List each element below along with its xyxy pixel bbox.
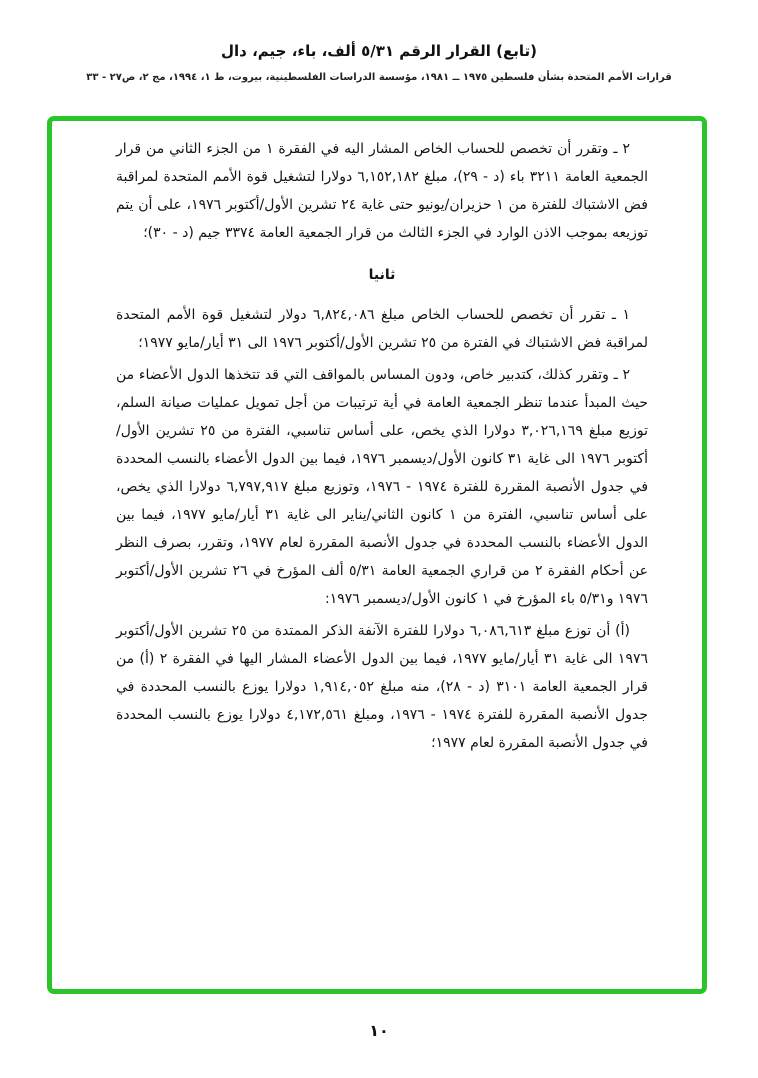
document-title: (تابع) القرار الرقم ٥/٣١ ألف، باء، جيم، دال <box>221 42 537 60</box>
paragraph-part2-item2a: (أ) أن توزع مبلغ ٦,٠٨٦,٦١٣ دولارا للفترة الآنفة الذكر الممتدة من ٢٥ تشرين الأول/أكتوبر ١٩٧٦ الى غاية ٣١ أيار/مايو ١٩٧٧، فيما بين الدول الأعضاء المشار اليها في الفقرة ٢ (أ) من قرار الجمعية العامة ٣١٠١ (د - ٢٨)، منه مبلغ ١,٩١٤,٠٥٢ دولارا يوزع بالنسب المحددة في جدول الأنصبة المقررة للفترة ١٩٧٤ - ١٩٧٦، ومبلغ ٤,١٧٢,٥٦١ دولارا يوزع بالنسب المحددة في جدول الأنصبة المقررة لعام ١٩٧٧؛ <box>116 623 648 751</box>
paragraph-part2-item1: ١ ـ تقرر أن تخصص للحساب الخاص مبلغ ٦,٨٢٤,٠٨٦ دولار لتشغيل قوة الأمم المتحدة لمراقبة فض الاشتباك في الفترة من ٢٥ تشرين الأول/أكتوبر ١٩٧٦ الى ٣١ أيار/مايو ١٩٧٧؛ <box>116 307 648 351</box>
page-header <box>0 42 758 83</box>
content-frame <box>47 116 707 994</box>
paragraph-part2-item2: ٢ ـ وتقرر كذلك، كتدبير خاص، ودون المساس بالمواقف التي قد تتخذها الدول الأعضاء من حيث المبدأ عندما تنظر الجمعية العامة في أية ترتيبات من أجل تمويل عمليات صيانة السلم، توزيع مبلغ ٣,٠٢٦,١٦٩ دولارا الذي يخص، على أساس تناسبي، الفترة من ٢٥ تشرين الأول/أكتوبر ١٩٧٦ الى غاية ٣١ كانون الأول/ديسمبر ١٩٧٦، فيما بين الدول الأعضاء بالنسب المحددة في جدول الأنصبة المقررة للفترة ١٩٧٤ - ١٩٧٦، وتوزيع مبلغ ٦,٧٩٧,٩١٧ دولارا الذي يخص، على أساس تناسبي، الفترة من ١ كانون الثاني/يناير الى غاية ٣١ أيار/مايو ١٩٧٧، فيما بين الدول الأعضاء بالنسب المحددة في جدول الأنصبة المقررة لعام ١٩٧٧، وتقرر، بصرف النظر عن أحكام الفقرة ٢ من قراري الجمعية العامة ٥/٣١ ألف المؤرخ في ٢٦ تشرين الأول/أكتوبر ١٩٧٦ و٥/٣١ باء المؤرخ في ١ كانون الأول/ديسمبر ١٩٧٦: <box>116 367 649 607</box>
paragraph-part1-item2: ٢ ـ وتقرر أن تخصص للحساب الخاص المشار اليه في الفقرة ١ من الجزء الثاني من قرار الجمعية العامة ٣٢١١ باء (د - ٢٩)، مبلغ ٦,١٥٢,١٨٢ دولارا لتشغيل قوة الأمم المتحدة لمراقبة فض الاشتباك للفترة من ١ حزيران/يونيو حتى غاية ٢٤ تشرين الأول/أكتوبر ١٩٧٦، على أن يتم توزيعه بموجب الاذن الوارد في الجزء الثالث من قرار الجمعية العامة ٣٣٧٤ جيم (د - ٣٠)؛ <box>116 141 648 241</box>
page-number: ١٠ <box>369 1021 389 1040</box>
page-footer <box>0 1021 758 1040</box>
source-citation: قرارات الأمم المتحدة بشأن فلسطين ١٩٧٥ ــ ١٩٨١، مؤسسة الدراسات الفلسطينية، بيروت، ط ١، ١٩٩٤، مج ٢، ص٢٧ - ٣٣ <box>86 72 672 83</box>
section-heading-thaniyan: ثانيا <box>368 267 396 283</box>
